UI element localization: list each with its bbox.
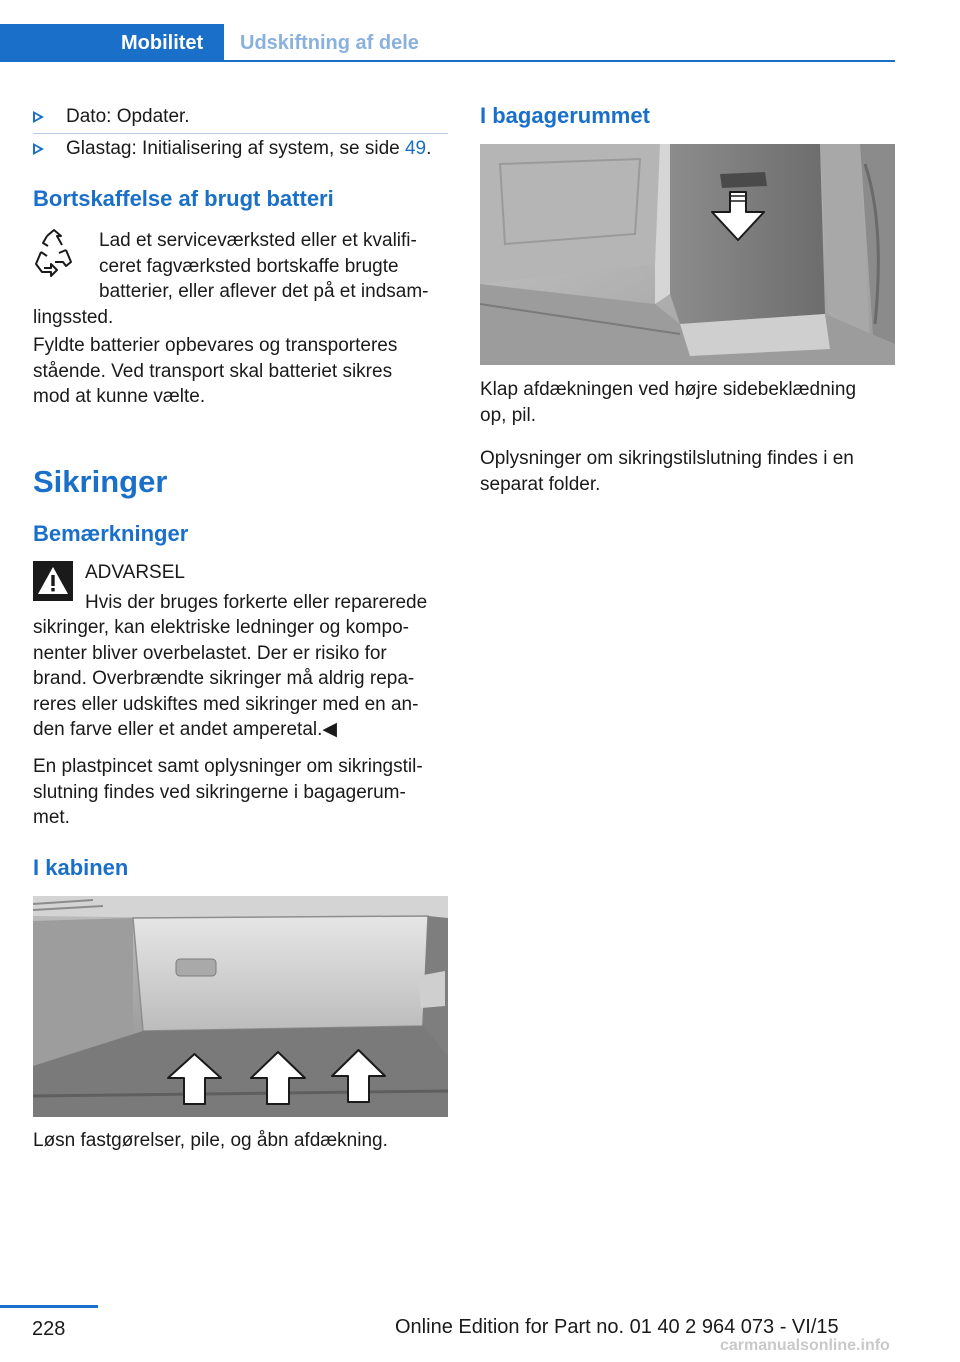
fuses-title: Sikringer	[33, 464, 168, 499]
edition-text: Online Edition for Part no. 01 40 2 964 073 - VI/15	[395, 1316, 839, 1338]
list-divider	[33, 133, 448, 134]
tab-mobilitet[interactable]: Mobilitet	[0, 24, 224, 62]
list-item-text: Dato: Opdater.	[66, 106, 190, 127]
triangle-bullet-icon	[33, 143, 44, 155]
trunk-info: Oplysninger om sikringstilslutning findes i en separat folder.	[480, 448, 854, 495]
triangle-bullet-icon	[33, 111, 44, 123]
cabin-heading: I kabinen	[33, 855, 129, 880]
notes-heading: Bemærkninger	[33, 521, 189, 546]
tweezers-paragraph: En plastpincet samt oplysninger om sikringstil‐ slutning findes ved sikringerne i bagagerum‐ met.	[33, 756, 423, 828]
battery-heading: Bortskaffelse af brugt batteri	[33, 186, 334, 211]
battery-paragraph-2: Fyldte batterier opbevares og transporteres stående. Ved transport skal batteriet sikres mod at kunne vælte.	[33, 335, 398, 407]
trunk-caption: Klap afdækningen ved højre sidebeklædning op, pil.	[480, 379, 857, 426]
page-link[interactable]: 49	[404, 138, 427, 159]
warning-block: ADVARSEL Hvis der bruges forkerte eller reparerede sikringer, kan elektriske ledninger og kompo‐ nenter bliver overbelastet. Der er risiko for brand. Overbrændte sikringer må aldrig repa‐ reres eller udskiftes med sikringer med en an‐ den farve eller et andet amperetal.◀	[33, 562, 428, 740]
watermark: carmanualsonline.info	[720, 1337, 890, 1354]
list-item-text: Glastag: Initialisering af system, se side 49.	[66, 138, 432, 159]
footer-rule	[0, 1305, 98, 1308]
cabin-photo	[33, 896, 448, 1117]
page-number: 228	[32, 1318, 66, 1340]
header-tabbar	[0, 24, 895, 62]
trunk-photo	[480, 144, 895, 365]
cabin-caption: Løsn fastgørelser, pile, og åbn afdækning.	[33, 1130, 388, 1151]
tab-udskiftning-af-dele[interactable]: Udskiftning af dele	[240, 32, 419, 54]
warning-label: ADVARSEL	[85, 562, 185, 583]
trunk-heading: I bagagerummet	[480, 103, 650, 128]
battery-paragraph: Lad et serviceværksted eller et kvalifi‐ ceret fagværksted bortskaffe brugte batterier, eller aflever det på et indsam‐ lingssted.	[33, 230, 429, 328]
